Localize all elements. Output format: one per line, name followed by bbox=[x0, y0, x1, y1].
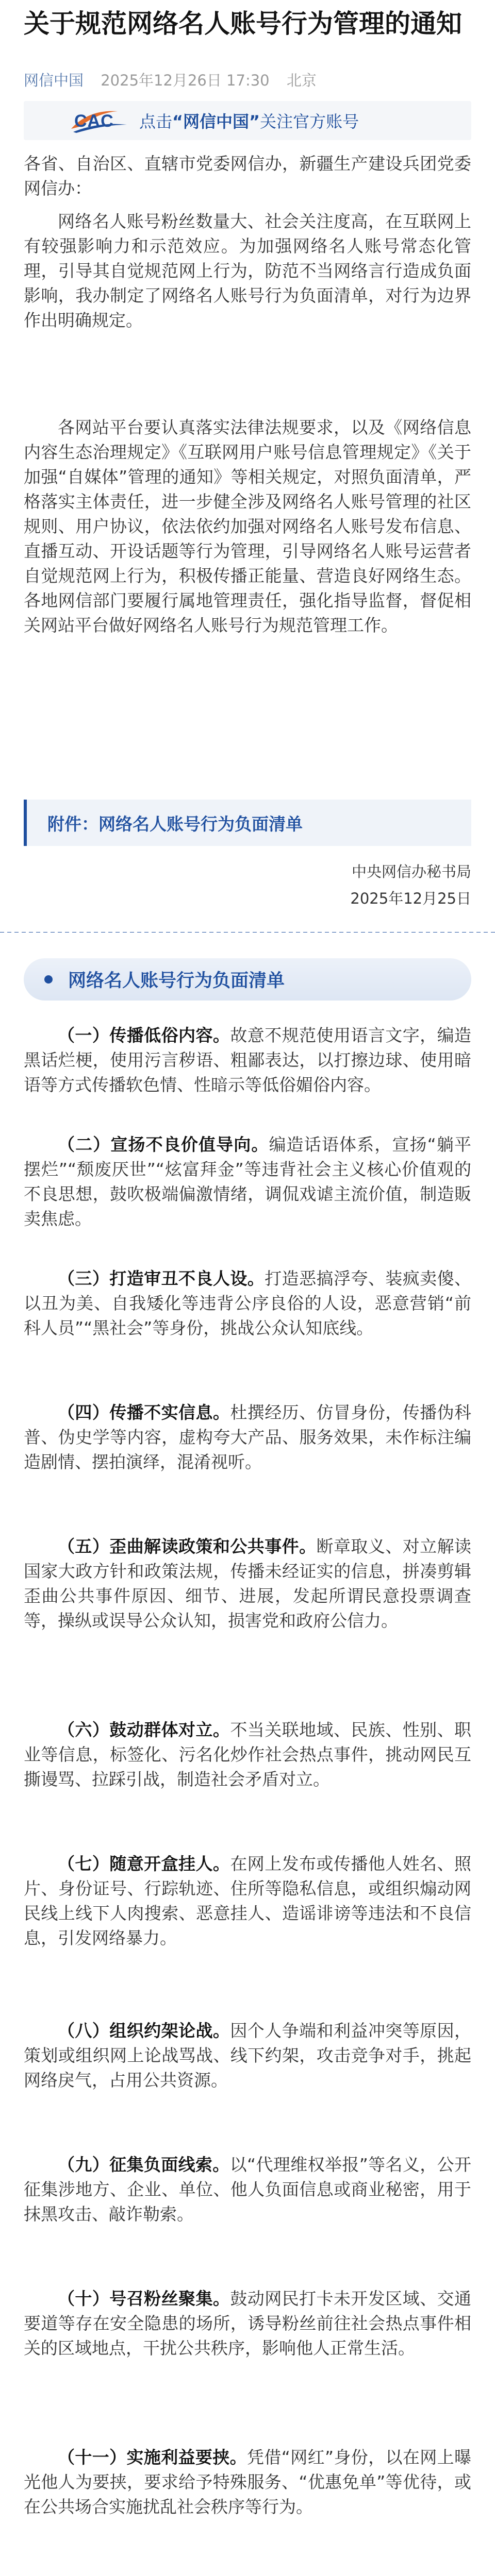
article-meta bbox=[24, 70, 329, 91]
cac-logo bbox=[68, 106, 130, 135]
negative-list-item bbox=[24, 2445, 471, 2519]
item-text: 打造恶搞浮夸、装疯卖傻、以丑为美、自我矮化等违背公序良俗的人设，恶意营销“前科人员”“黑社会”等身份，挑战公众认知底线。 bbox=[24, 1268, 472, 1338]
item-heading: （三）打造审丑不良人设。 bbox=[58, 1268, 265, 1289]
item-text: 故意不规范使用语言文字，编造黑话烂梗，使用污言秽语、粗鄙表达，以打擦边球、使用暗语等方式传播软色情、性暗示等低俗媚俗内容。 bbox=[24, 1025, 472, 1095]
logo-text: CAC bbox=[74, 111, 114, 131]
negative-list-title: 网络名人账号行为负面清单 bbox=[68, 971, 285, 991]
item-text: 因个人争端和利益冲突等原因，策划或组织网上论战骂战、线下约架，攻击竞争对手，挑起网络戾气，占用公共资源。 bbox=[24, 2021, 472, 2090]
item-heading: （五）歪曲解读政策和公共事件。 bbox=[58, 1536, 317, 1556]
item-heading: （二）宣扬不良价值导向。 bbox=[58, 1134, 269, 1155]
follow-account-name: “网信中国” bbox=[172, 112, 260, 131]
item-text: 鼓动网民打卡未开发区域、交通要道等存在安全隐患的场所，诱导粉丝前往社会热点事件相关的区域地点，干扰公共秩序，影响他人正常生活。 bbox=[24, 2289, 472, 2358]
item-heading: （十）号召粉丝聚集。 bbox=[58, 2289, 230, 2309]
item-heading: （十一）实施利益要挟。 bbox=[58, 2447, 248, 2467]
follow-prompt bbox=[139, 109, 359, 132]
item-text: 凭借“网红”身份，以在网上曝光他人为要挟，要求给予特殊服务、“优惠免单”等优待，或在公共场合实施扰乱社会秩序等行为。 bbox=[24, 2447, 472, 2517]
item-text: 在网上发布或传播他人姓名、照片、身份证号、行踪轨迹、住所等隐私信息，或组织煽动网民线上线下人肉搜索、恶意挂人、造谣诽谤等违法和不良信息，引发网络暴力。 bbox=[24, 1854, 472, 1948]
negative-list-item bbox=[24, 2019, 471, 2093]
bullet-dot-icon bbox=[44, 975, 53, 984]
publish-location: 北京 bbox=[286, 72, 317, 89]
negative-list-item bbox=[24, 1023, 471, 1097]
addressee: 各省、自治区、直辖市党委网信办，新疆生产建设兵团党委网信办： bbox=[24, 154, 471, 198]
source-account-link[interactable]: 网信中国 bbox=[24, 72, 84, 89]
item-heading: （一）传播低俗内容。 bbox=[58, 1025, 230, 1045]
negative-list-item bbox=[24, 1718, 471, 1792]
dotted-divider bbox=[0, 931, 495, 933]
negative-list-heading bbox=[24, 958, 471, 1001]
item-text: 以“代理维权举报”等名义，公开征集涉地方、企业、单位、他人负面信息或商业秘密，用于抹黑攻击、敲诈勒索。 bbox=[24, 2155, 471, 2224]
item-heading: （七）随意开盒挂人。 bbox=[58, 1854, 230, 1874]
item-heading: （九）征集负面线索。 bbox=[58, 2155, 230, 2175]
item-heading: （四）传播不实信息。 bbox=[58, 1402, 230, 1422]
item-heading: （八）组织约架论战。 bbox=[58, 2021, 230, 2041]
article-title: 关于规范网络名人账号行为管理的通知 bbox=[24, 9, 462, 39]
negative-list-item bbox=[24, 1132, 471, 1231]
negative-list-item bbox=[24, 1266, 471, 1341]
item-heading: （六）鼓动群体对立。 bbox=[58, 1720, 230, 1740]
intro-paragraph-1: 网络名人账号粉丝数量大、社会关注度高，在互联网上有较强影响力和示范效应。为加强网络名人账号常态化管理，引导其自觉规范网上行为，防范不当网络言行造成负面影响，我办制定了网络名人账号行为负面清单，对行为边界作出明确规定。 bbox=[24, 211, 471, 330]
intro-paragraph-2: 各网站平台要认真落实法律法规要求，以及《网络信息内容生态治理规定》《互联网用户账号信息管理规定》《关于加强“自媒体”管理的通知》等相关规定，对照负面清单，严格落实主体责任，进一步健全涉及网络名人账号管理的社区规则、用户协议，依法依约加强对网络名人账号发布信息、直播互动、开设话题等行为管理，引导网络名人账号运营者自觉规范网上行为，积极传播正能量、营造良好网络生态。各地网信部门要履行属地管理责任，强化指导监督，督促相关网站平台做好网络名人账号行为规范管理工作。 bbox=[24, 417, 471, 635]
follow-prefix: 点击 bbox=[139, 112, 173, 131]
item-text: 杜撰经历、仿冒身份，传播伪科普、伪史学等内容，虚构夸大产品、服务效果，未作标注编造剧情、摆拍演绎，混淆视听。 bbox=[24, 1402, 472, 1472]
negative-list-item bbox=[24, 1534, 471, 1633]
follow-account-banner[interactable] bbox=[24, 101, 471, 140]
follow-suffix: 关注官方账号 bbox=[260, 112, 359, 131]
item-text: 编造话语体系，宣扬“躺平摆烂”“颓废厌世”“炫富拜金”等违背社会主义核心价值观的不良思想，鼓吹极端偏激情绪，调侃戏谑主流价值，制造販卖焦虑。 bbox=[24, 1134, 471, 1229]
signature-date: 2025年12月25日 bbox=[350, 890, 471, 907]
attachment-link[interactable]: 附件：网络名人账号行为负面清单 bbox=[24, 800, 471, 846]
negative-list-item bbox=[24, 2153, 471, 2227]
negative-list-item bbox=[24, 1400, 471, 1475]
negative-list-item bbox=[24, 2286, 471, 2361]
item-text: 不当关联地域、民族、性别、职业等信息，标签化、污名化炒作社会热点事件，挑动网民互撕谩骂、拉踩引战，制造社会矛盾对立。 bbox=[24, 1720, 472, 1789]
signature-org: 中央网信办秘书局 bbox=[351, 863, 471, 880]
item-text: 断章取义、对立解读国家大政方针和政策法规，传播未经证实的信息，拼凑剪辑歪曲公共事件原因、细节、进展，发起所谓民意投票调查等，操纵或误导公众认知，损害党和政府公信力。 bbox=[24, 1536, 472, 1631]
negative-list-item bbox=[24, 1852, 471, 1951]
publish-date: 2025年12月26日 17:30 bbox=[101, 72, 270, 89]
